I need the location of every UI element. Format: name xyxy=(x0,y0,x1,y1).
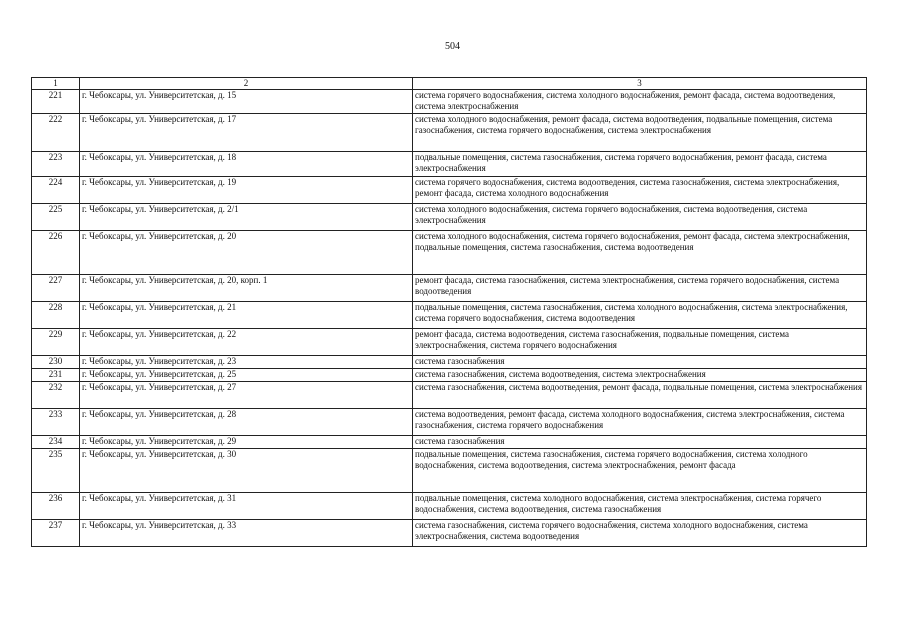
page-number: 504 xyxy=(445,41,460,52)
table-row xyxy=(32,114,867,152)
row-number: 230 xyxy=(32,356,80,369)
row-works: система водоотведения, ремонт фасада, система холодного водоснабжения, система электроснабжения, система газоснабжения, система горячего водоснабжения xyxy=(413,409,867,436)
column-header-address: 2 xyxy=(80,78,413,90)
table-row xyxy=(32,449,867,493)
table-row xyxy=(32,177,867,204)
table-row xyxy=(32,369,867,382)
row-address: г. Чебоксары, ул. Университетская, д. 2/1 xyxy=(80,204,413,231)
table-row xyxy=(32,520,867,547)
row-address: г. Чебоксары, ул. Университетская, д. 22 xyxy=(80,329,413,356)
row-works: подвальные помещения, система газоснабжения, система горячего водоснабжения, система холодного водоснабжения, система водоотведения, система электроснабжения, ремонт фасада xyxy=(413,449,867,493)
table-row xyxy=(32,275,867,302)
column-header-number: 1 xyxy=(32,78,80,90)
row-number: 234 xyxy=(32,436,80,449)
table-row xyxy=(32,409,867,436)
row-number: 231 xyxy=(32,369,80,382)
row-number: 235 xyxy=(32,449,80,493)
row-number: 224 xyxy=(32,177,80,204)
table-row xyxy=(32,493,867,520)
table-row xyxy=(32,436,867,449)
row-works: система газоснабжения xyxy=(413,356,867,369)
row-number: 237 xyxy=(32,520,80,547)
row-works: система горячего водоснабжения, система холодного водоснабжения, ремонт фасада, система водоотведения, система электроснабжения xyxy=(413,90,867,114)
row-number: 227 xyxy=(32,275,80,302)
table-row xyxy=(32,152,867,177)
row-address: г. Чебоксары, ул. Университетская, д. 15 xyxy=(80,90,413,114)
row-address: г. Чебоксары, ул. Университетская, д. 33 xyxy=(80,520,413,547)
row-address: г. Чебоксары, ул. Университетская, д. 21 xyxy=(80,302,413,329)
row-address: г. Чебоксары, ул. Университетская, д. 18 xyxy=(80,152,413,177)
row-address: г. Чебоксары, ул. Университетская, д. 20, корп. 1 xyxy=(80,275,413,302)
row-number: 221 xyxy=(32,90,80,114)
row-address: г. Чебоксары, ул. Университетская, д. 29 xyxy=(80,436,413,449)
row-works: ремонт фасада, система газоснабжения, система электроснабжения, система горячего водоснабжения, система водоотведения xyxy=(413,275,867,302)
row-works: ремонт фасада, система водоотведения, система газоснабжения, подвальные помещения, система электроснабжения, система горячего водоснабжения xyxy=(413,329,867,356)
table-header-row xyxy=(32,78,867,90)
row-address: г. Чебоксары, ул. Университетская, д. 17 xyxy=(80,114,413,152)
row-works: подвальные помещения, система газоснабжения, система холодного водоснабжения, система электроснабжения, система горячего водоснабжения, система водоотведения xyxy=(413,302,867,329)
row-address: г. Чебоксары, ул. Университетская, д. 23 xyxy=(80,356,413,369)
row-address: г. Чебоксары, ул. Университетская, д. 19 xyxy=(80,177,413,204)
row-number: 223 xyxy=(32,152,80,177)
row-works: подвальные помещения, система холодного водоснабжения, система электроснабжения, система горячего водоснабжения, система водоотведения, система газоснабжения xyxy=(413,493,867,520)
row-address: г. Чебоксары, ул. Университетская, д. 25 xyxy=(80,369,413,382)
row-address: г. Чебоксары, ул. Университетская, д. 27 xyxy=(80,382,413,409)
table-row xyxy=(32,231,867,275)
row-address: г. Чебоксары, ул. Университетская, д. 30 xyxy=(80,449,413,493)
row-number: 232 xyxy=(32,382,80,409)
row-number: 222 xyxy=(32,114,80,152)
table-row xyxy=(32,90,867,114)
row-works: система холодного водоснабжения, система горячего водоснабжения, ремонт фасада, система электроснабжения, подвальные помещения, система газоснабжения, система водоотведения xyxy=(413,231,867,275)
row-number: 228 xyxy=(32,302,80,329)
row-address: г. Чебоксары, ул. Университетская, д. 20 xyxy=(80,231,413,275)
row-address: г. Чебоксары, ул. Университетская, д. 28 xyxy=(80,409,413,436)
table-row xyxy=(32,382,867,409)
row-works: система холодного водоснабжения, система горячего водоснабжения, система водоотведения, система электроснабжения xyxy=(413,204,867,231)
row-address: г. Чебоксары, ул. Университетская, д. 31 xyxy=(80,493,413,520)
row-number: 236 xyxy=(32,493,80,520)
row-works: система холодного водоснабжения, ремонт фасада, система водоотведения, подвальные помещения, система газоснабжения, система горячего водоснабжения, система электроснабжения xyxy=(413,114,867,152)
table-row xyxy=(32,329,867,356)
row-number: 233 xyxy=(32,409,80,436)
table-row xyxy=(32,302,867,329)
column-header-works: 3 xyxy=(413,78,867,90)
row-works: система горячего водоснабжения, система водоотведения, система газоснабжения, система электроснабжения, ремонт фасада, система холодного водоснабжения xyxy=(413,177,867,204)
row-works: система газоснабжения, система водоотведения, система электроснабжения xyxy=(413,369,867,382)
row-number: 226 xyxy=(32,231,80,275)
row-works: система газоснабжения, система водоотведения, ремонт фасада, подвальные помещения, система электроснабжения xyxy=(413,382,867,409)
table-row xyxy=(32,204,867,231)
row-number: 225 xyxy=(32,204,80,231)
row-works: система газоснабжения xyxy=(413,436,867,449)
table-row xyxy=(32,356,867,369)
row-number: 229 xyxy=(32,329,80,356)
table-body xyxy=(32,90,867,547)
houses-works-table xyxy=(31,77,867,547)
row-works: подвальные помещения, система газоснабжения, система горячего водоснабжения, ремонт фасада, система электроснабжения xyxy=(413,152,867,177)
row-works: система газоснабжения, система горячего водоснабжения, система холодного водоснабжения, система электроснабжения, система водоотведения xyxy=(413,520,867,547)
